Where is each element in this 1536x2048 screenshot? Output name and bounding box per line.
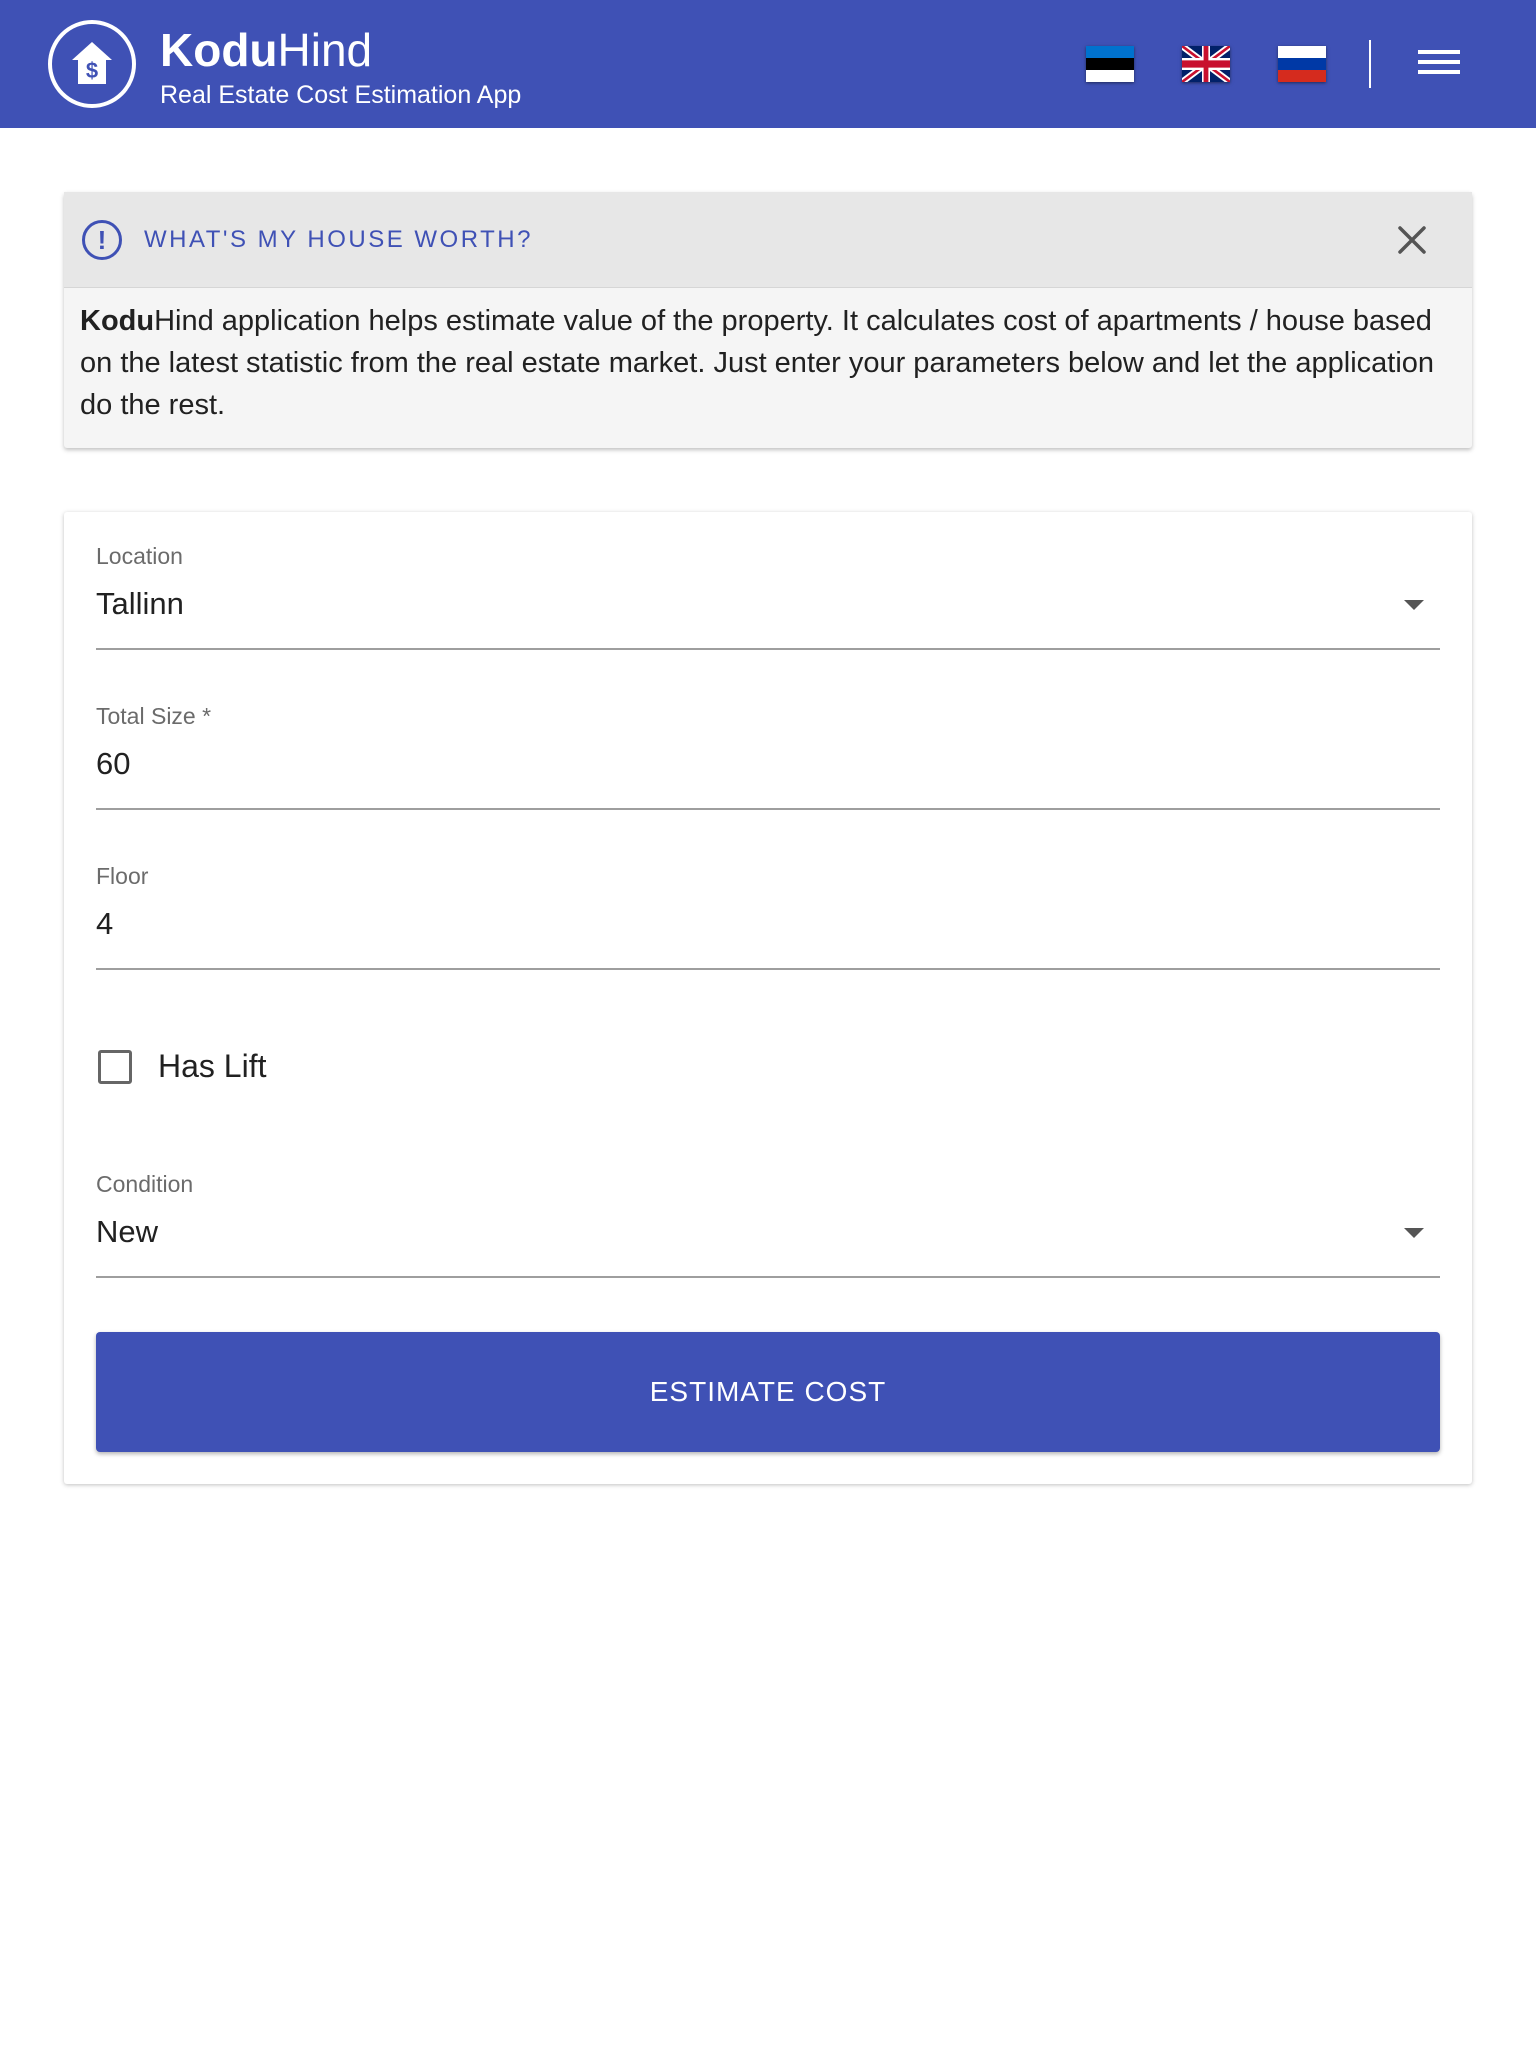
info-brand-bold: Kodu: [80, 305, 155, 337]
floor-value[interactable]: 4: [96, 906, 114, 941]
exclamation-circle-icon: !: [82, 220, 122, 260]
condition-label: Condition: [96, 1171, 194, 1197]
info-card-header: [64, 192, 1472, 288]
condition-value: New: [96, 1214, 159, 1249]
brand-bold: Kodu: [160, 24, 278, 76]
has-lift-checkbox-row[interactable]: [98, 1042, 498, 1090]
estonia-flag-icon[interactable]: [1086, 46, 1134, 82]
svg-text:$: $: [85, 58, 99, 83]
total-size-field[interactable]: [96, 702, 1440, 810]
floor-label: Floor: [96, 863, 149, 889]
chevron-down-icon: [1404, 1228, 1424, 1238]
hamburger-menu-icon[interactable]: [1416, 46, 1462, 82]
estimate-form: [64, 512, 1472, 1484]
russia-flag-icon[interactable]: [1278, 46, 1326, 82]
uk-flag-icon[interactable]: [1182, 46, 1230, 82]
brand-tagline: Real Estate Cost Estimation App: [160, 81, 522, 109]
info-card-title: WHAT'S MY HOUSE WORTH?: [144, 226, 533, 253]
estimate-cost-button[interactable]: ESTIMATE COST: [96, 1332, 1440, 1452]
header-divider: [1369, 40, 1371, 88]
info-card-body: [64, 288, 1472, 426]
location-select[interactable]: [96, 542, 1440, 650]
total-size-label: Total Size *: [96, 703, 212, 729]
location-value: Tallinn: [96, 586, 184, 621]
total-size-value[interactable]: 60: [96, 746, 131, 781]
floor-field[interactable]: [96, 862, 1440, 970]
brand-light: Hind: [277, 24, 373, 76]
has-lift-label[interactable]: Has Lift: [158, 1048, 267, 1084]
condition-select[interactable]: [96, 1170, 1440, 1278]
brand-title: [160, 24, 372, 76]
app-bar: [0, 0, 1536, 128]
info-card: [64, 192, 1472, 448]
has-lift-checkbox[interactable]: [98, 1050, 132, 1084]
close-icon[interactable]: [1392, 220, 1432, 260]
location-label: Location: [96, 543, 183, 569]
chevron-down-icon: [1404, 600, 1424, 610]
house-dollar-icon: [48, 20, 136, 108]
info-body-text: Hind application helps estimate value of the property. It calculates cost of apartments / house based on the latest statistic from the real estate market. Just enter your parameters below and let the application do the rest.: [80, 305, 1435, 421]
